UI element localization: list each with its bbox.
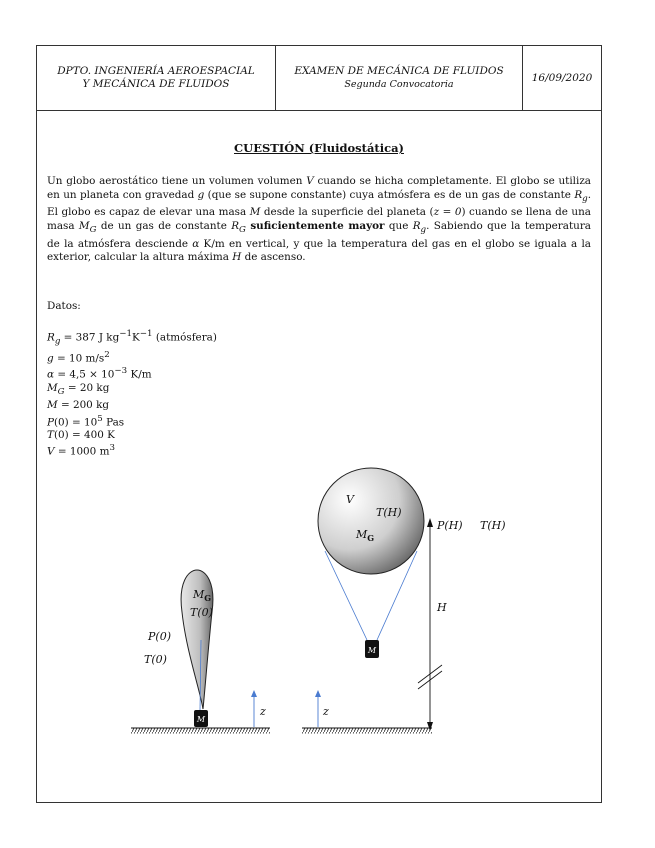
left-z-arrow-icon <box>251 690 257 697</box>
exam-date: 16/09/2020 <box>531 71 593 84</box>
department-line2: Y MECÁNICA DE FLUIDOS <box>82 78 230 90</box>
question-title: CUESTIÓN (Fluidostática) <box>234 141 404 155</box>
bold-phrase: suficientemente mayor <box>250 219 385 232</box>
exam-title: EXAMEN DE MECÁNICA DE FLUIDOS <box>294 65 504 77</box>
height-label: H <box>437 601 447 614</box>
dato-M: M = 200 kg <box>47 399 110 412</box>
right-pressure-label: P(H) <box>437 519 463 532</box>
dato-P0: $P(0) = 10^5$ Pas <box>47 413 125 429</box>
datos-label: Datos: <box>47 300 81 312</box>
dato-V: V = 1000 $m^3$ <box>47 443 115 458</box>
department-line1: DPTO. INGENIERÍA AEROESPACIAL <box>57 65 255 77</box>
exam-subtitle: Segunda Convocatoria <box>344 79 454 90</box>
dato-Rg: $R_g = 387$ J $kg^{-1}K^{-1}$ (atmósfera) <box>47 329 217 347</box>
right-ground <box>302 728 432 734</box>
right-z-arrow-icon <box>315 690 321 697</box>
right-mass-label: M <box>367 646 377 655</box>
dato-alpha: $\alpha = 4,5 \times 10^{-3}$ K/m <box>47 366 152 381</box>
left-balloon-temp: T(0) <box>190 606 213 619</box>
left-mass-label: M <box>196 715 206 724</box>
left-pressure-label: P(0) <box>148 630 171 643</box>
right-balloon-volume: V <box>346 493 354 506</box>
dato-T0: T(0) = 400 K <box>47 429 115 442</box>
right-z-label: z <box>323 705 329 718</box>
left-ground <box>131 728 270 734</box>
left-temperature-label: T(0) <box>144 653 167 666</box>
right-balloon-mg: $M_G$ <box>356 528 375 543</box>
right-balloon-temp: T(H) <box>376 506 402 519</box>
left-z-label: z <box>260 705 266 718</box>
left-balloon-mg: $M_G$ <box>193 588 212 603</box>
dato-g: g = 10 $m/s^2$ <box>47 349 110 365</box>
height-arrow-up-icon <box>427 518 433 527</box>
problem-statement: Un globo aerostático tiene un volumen volumen V cuando se hicha completamente. El globo se utiliza en un planeta con gravedad g (que se supone constante) cuya atmósfera es de un gas de constante $R_g$. El globo es capaz de elevar una masa M desde la superficie del planeta (z = 0) cuando se llena de una masa $M_G$ de un gas de constante $R_G$ suficientemente mayor que $R_g$. Sabiendo que la temperatura de la atmósfera desciende α K/m en vertical, y que la temperatura del gas en el globo se iguala a la exterior, calcular la altura máxima H de ascenso. <box>47 175 592 264</box>
right-balloon-envelope <box>318 468 424 574</box>
dato-MG: $M_G = 20$ kg <box>47 382 110 398</box>
right-temperature-label: T(H) <box>480 519 506 532</box>
